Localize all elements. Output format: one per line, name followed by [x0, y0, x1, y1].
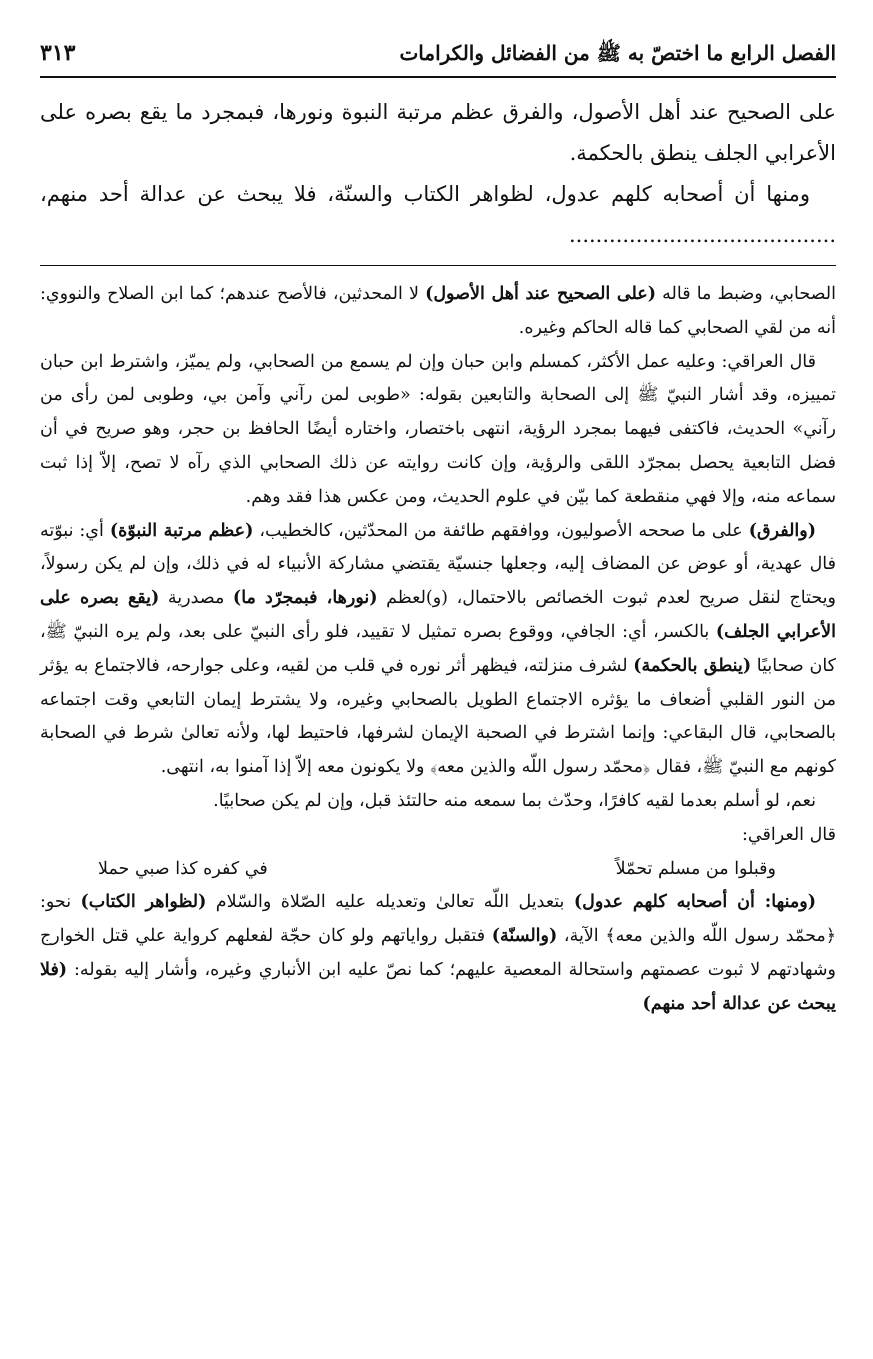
ellipsis-dots: ........................................	[568, 223, 836, 247]
quoted-phrase: (والفرق)	[748, 520, 817, 541]
poetry-verse	[40, 853, 836, 887]
quoted-phrase: (عظم مرتبة النبوّة)	[109, 520, 254, 541]
text-run: على ما صححه الأصوليون، ووافقهم طائفة من المحدّثين، كالخطيب،	[253, 520, 749, 541]
separator-rule	[40, 265, 836, 266]
text-run: الصحابي، وضبط ما قاله	[656, 284, 836, 304]
text-run: بتعديل اللّه تعالىٰ وتعديله عليه الصّلاة والسّلام	[206, 892, 574, 913]
main-text-line-2: ومنها أن أصحابه كلهم عدول، لظواهر الكتاب والسنّة، فلا يبحث عن عدالة أحد منهم،	[40, 182, 810, 206]
quoted-phrase: (والسنّة)	[491, 926, 558, 947]
main-text-paragraph-2	[40, 174, 836, 256]
text-run: نحو: ﴿محمّد رسول اللّه والذين معه﴾ الآية،	[40, 892, 837, 947]
commentary-paragraph-4: نعم، لو أسلم بعدما لقيه كافرًا، وحدّث بما سمعه منه حالتئذ قبل، وإن لم يكن صحابيًا.	[213, 790, 816, 811]
text-run: بالكسر، أي: الجافي، ووقوع بصره تمثيل لا تقييد، فلو رأى النبيّ على بعد، ولم يره النبيّ ﷺ، كان صحابيًا	[40, 621, 836, 676]
main-text-paragraph-1: على الصحيح عند أهل الأصول، والفرق عظم مرتبة النبوة ونورها، فبمجرد ما يقع بصره على الأعرابي الجلف ينطق بالحكمة.	[40, 100, 836, 165]
quoted-phrase: (على الصحيح عند أهل الأصول)	[425, 284, 657, 304]
commentary-paragraph-2: قال العراقي: وعليه عمل الأكثر، كمسلم وابن حبان وإن لم يسمع من الصحابي، ولم يميّز، واشترط ابن حبان تمييزه، وقد أشار النبيّ ﷺ إلى الصحابة والتابعين بقوله: «طوبى لمن رآني وآمن بي، وطوبى لمن رأى من رآني» الحديث، فاكتفى فيهما بمجرد الرؤية، انتهى باختصار، واختاره أيضًا الحافظ بن حجر، وهو صريح في أن فضل التابعية يحصل بمجرّد اللقى والرؤية، وإن كانت روايته عن ذلك الصحابي الذي رآه لا تصح، إلاّ إذا ثبت سماعه منه، وإلا فهي منقطعة كما بيّن في علوم الحديث، ومن عكس هذا فقد وهم.	[40, 351, 836, 507]
quoted-phrase: (ومنها: أن أصحابه كلهم عدول)	[573, 892, 817, 913]
chapter-title: الفصل الرابع ما اختصّ به ﷺ من الفضائل والكرامات	[399, 41, 836, 65]
book-page	[40, 40, 836, 1329]
commentary-text	[40, 278, 836, 1022]
quoted-phrase: (لظواهر الكتاب)	[80, 892, 207, 913]
quoted-phrase: (فلا يبحث عن عدالة أحد منهم)	[40, 959, 836, 1014]
running-header	[40, 40, 836, 78]
quoted-phrase: (نورها، فبمجرّد ما)	[232, 588, 378, 609]
verse-first-hemistich: وقبلوا من مسلم تحمّلاً	[615, 858, 776, 879]
page-number: ٣١٣	[40, 40, 76, 66]
text-run: فتقبل رواياتهم ولو كان حجّة لفعلهم كرواية علي قتل الخوارج وشهادتهم لا ثبوت عصمتهم واستحالة المعصية عليهم؛ كما نصّ عليه ابن الأنباري وغيره، وأشار إليه بقوله:	[40, 926, 836, 980]
commentary-paragraph-1	[40, 278, 836, 346]
text-run: أي: نبوّته فال عهدية، أو عوض عن المضاف إليه، وجعلها جنسيّة يقتضي مشاركة الأنبياء له في ذلك، وإن لم يكن رسولاً، ويحتاج لنقل صريح لعدم ثبوت الخصائص بالاحتمال، (و)لعظم	[40, 520, 836, 609]
commentary-paragraph-6	[40, 886, 836, 1021]
main-text	[40, 92, 836, 256]
commentary-paragraph-3	[40, 515, 836, 785]
text-run: لا المحدثين، فالأصح عندهم؛ كما ابن الصلاح والنووي: أنه من لقي الصحابي كما قاله الحاكم وغيره.	[40, 284, 836, 338]
quoted-phrase: (ينطق بالحكمة)	[633, 655, 752, 676]
commentary-paragraph-5: قال العراقي:	[742, 824, 836, 845]
text-run: مصدرية	[159, 588, 233, 609]
verse-second-hemistich: في كفره كذا صبي حملا	[98, 858, 268, 879]
quoted-phrase: (يقع بصره على الأعرابي الجلف)	[40, 588, 836, 642]
text-run: لشرف منزلته، فيظهر أثر نوره في قلب من لقيه، وعلى جوارحه، فالاجتماع به يؤثر من النور القلبي أضعاف ما يؤثره الاجتماع الطويل بالصحابي وغيره، ولا يشترط إيمان التابعي وقت اجتماعه بالصحابي، قال البقاعي: وإنما اشترط في الصحبة الإيمان لشرفها، فاحتيط لها، ولأنه تعالىٰ شرط في الصحابة كونهم مع النبيّ ﷺ، فقال ﴿محمّد رسول اللّه والذين معه﴾ ولا يكونون معه إلاّ إذا آمنوا به، انتهى.	[40, 655, 836, 778]
